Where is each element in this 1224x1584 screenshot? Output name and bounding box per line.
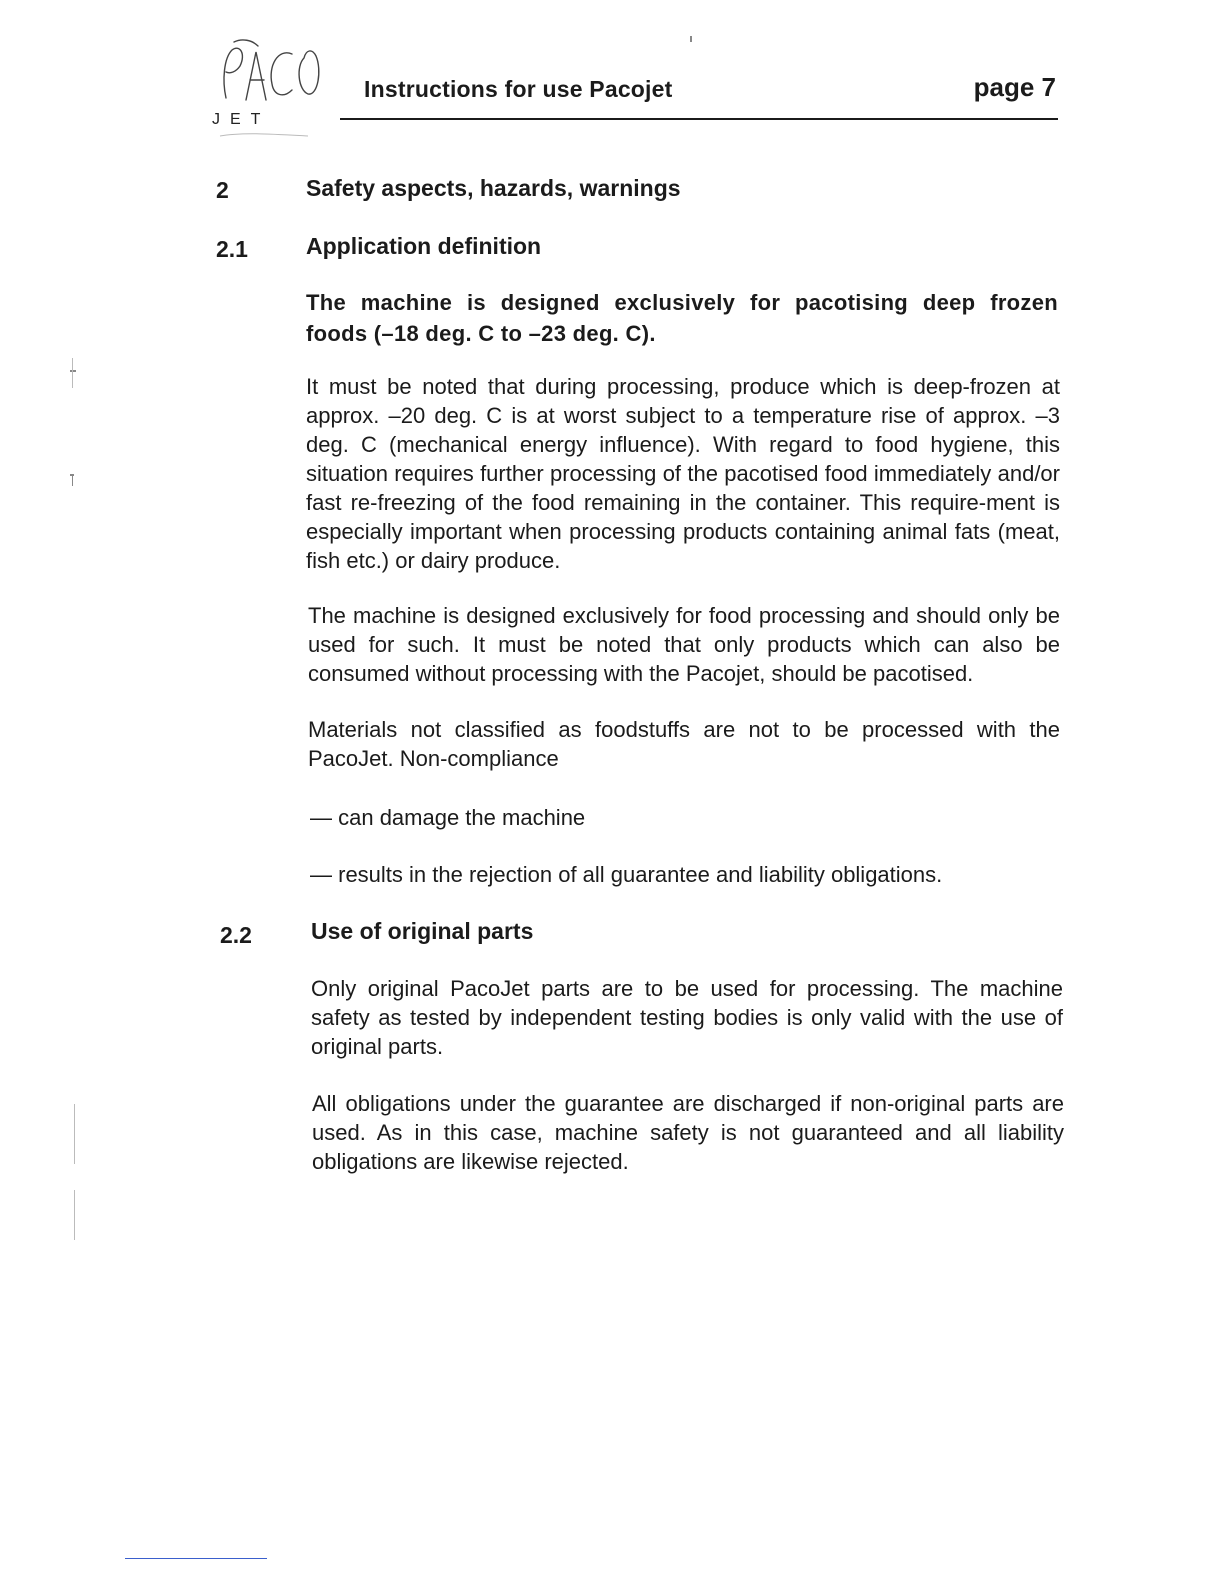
scan-mark <box>72 358 73 388</box>
paragraph: Only original PacoJet parts are to be used for processing. The machine safety as tested by independent testing bodies is only valid with the use of original parts. <box>311 976 1063 1059</box>
list-item: — results in the rejection of all guarantee and liability obligations. <box>310 862 943 887</box>
section-heading: Safety aspects, hazards, warnings <box>306 175 681 201</box>
pacojet-logo <box>212 36 332 142</box>
emphasis-paragraph: The machine is designed exclusively for pacotising deep frozen foods (–18 deg. C to –23 deg. C). <box>306 290 1058 346</box>
list-item: — can damage the machine <box>310 805 586 830</box>
paragraph: It must be noted that during processing, produce which is deep-frozen at approx. –20 deg. C is at worst subject to a temperature rise of approx. –3 deg. C (mechanical energy influence). With regard to food hygiene, this situation requires further processing of the pacotised food immediately and/or fast re-freezing of the food remaining in the container. This require-ment is especially important when processing products containing animal fats (meat, fish etc.) or dairy produce. <box>306 374 1060 573</box>
section-number: 2.1 <box>216 236 248 262</box>
section-number: 2.2 <box>220 922 252 948</box>
scan-mark <box>70 370 76 372</box>
document-title: Instructions for use Pacojet <box>364 76 673 102</box>
section-heading: Application definition <box>306 233 542 259</box>
logo-jet-text: JET <box>212 111 271 128</box>
footer-line <box>125 1558 267 1559</box>
scan-mark <box>72 474 73 486</box>
paragraph: All obligations under the guarantee are discharged if non-original parts are used. As in this case, machine safety is not guaranteed and all liability obligations are likewise rejected. <box>312 1091 1064 1174</box>
header-divider <box>340 118 1058 120</box>
scan-mark <box>690 36 692 42</box>
paragraph: Materials not classified as foodstuffs are not to be processed with the PacoJet. Non-compliance <box>308 717 1060 771</box>
page-number: page 7 <box>973 72 1056 102</box>
scan-mark <box>74 1190 75 1240</box>
scan-mark <box>74 1104 75 1164</box>
section-heading: Use of original parts <box>311 918 534 944</box>
pacojet-logo-mark <box>212 36 332 142</box>
section-number: 2 <box>216 177 229 203</box>
paragraph: The machine is designed exclusively for food processing and should only be used for such. It must be noted that only products which can also be consumed without processing with the Pacojet, should be pacotised. <box>308 603 1060 686</box>
